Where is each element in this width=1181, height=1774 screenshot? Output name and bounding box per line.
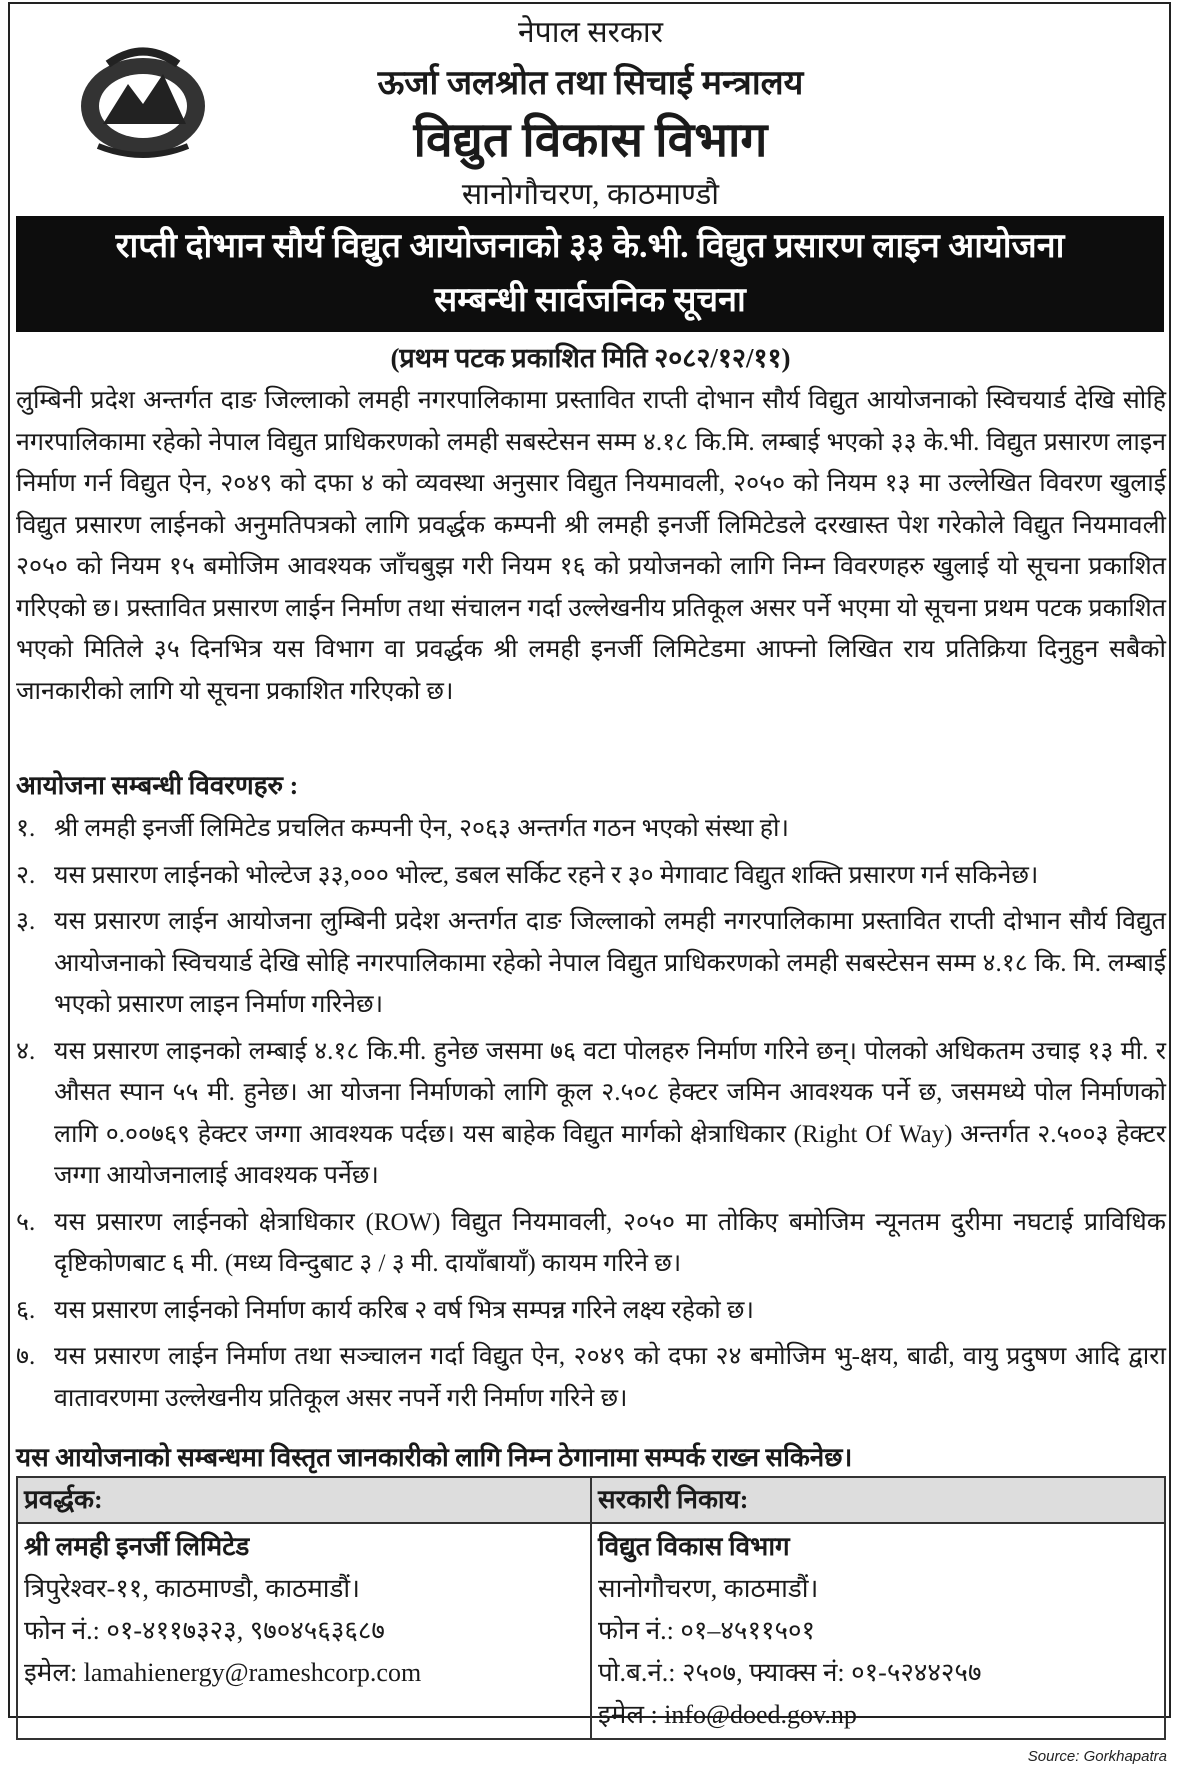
promoter-address: त्रिपुरेश्वर-११, काठमाण्डौ, काठमाडौं। — [24, 1574, 360, 1603]
publish-date: (प्रथम पटक प्रकाशित मिति २०८२/१२/११) — [390, 343, 791, 373]
promoter-name: श्री लमही इनर्जी लिमिटेड — [24, 1532, 250, 1561]
ministry-name: ऊर्जा जलश्रोत तथा सिचाई मन्त्रालय — [377, 65, 804, 102]
notice-title-banner — [16, 216, 1164, 332]
item-number: ४. — [16, 1037, 36, 1065]
notice-title-line-1: राप्ती दोभान सौर्य विद्युत आयोजनाको ३३ के.भी. विद्युत प्रसारण लाइन आयोजना — [115, 228, 1065, 265]
list-item — [16, 1290, 1166, 1332]
list-item — [16, 1336, 1166, 1419]
list-item — [16, 855, 1166, 897]
department-name: विद्युत विकास विभाग — [413, 114, 768, 167]
promoter-header: प्रवर्द्धक: — [17, 1477, 591, 1523]
government-phone: फोन नं.: ०१–४५११५०१ — [598, 1616, 816, 1645]
item-text: यस प्रसारण लाईन निर्माण तथा सञ्चालन गर्दा विद्युत ऐन, २०४९ को दफा २४ बमोजिम भु-क्षय, बाढी, वायु प्रदुषण आदि द्वारा वातावरणमा उल्लेखनीय प्रतिकूल असर नपर्ने गरी निर्माण गरिने छ। — [54, 1343, 1166, 1412]
item-text: यस प्रसारण लाईनको निर्माण कार्य करिब २ वर्ष भित्र सम्पन्न गरिने लक्ष्य रहेको छ। — [54, 1296, 754, 1324]
government-address: सानोगौचरण, काठमाडौं। — [598, 1574, 819, 1603]
item-text: यस प्रसारण लाईनको भोल्टेज ३३,००० भोल्ट, डबल सर्किट रहने र ३० मेगावाट विद्युत शक्ति प्रसारण गर्न सकिनेछ। — [54, 861, 1039, 889]
promoter-details — [17, 1523, 591, 1739]
item-number: २. — [16, 861, 36, 889]
government-name: नेपाल सरकार — [518, 16, 663, 49]
item-number: ५. — [16, 1208, 36, 1236]
item-text: यस प्रसारण लाइनको लम्बाई ४.१८ कि.मी. हुनेछ जसमा ७६ वटा पोलहरु निर्माण गरिने छन्। पोलको अधिकतम उचाइ १३ मी. र औसत स्पान ५५ मी. हुनेछ। आ योजना निर्माणको लागि कूल २.५०८ हेक्टर जमिन आवश्यक पर्ने छ, जसमध्ये पोल निर्माणको लागि ०.००७६९ हेक्टर जग्गा आवश्यक पर्दछ। यस बाहेक विद्युत मार्गको क्षेत्राधिकार (Right Of Way) अन्तर्गत २.५००३ हेक्टर जग्गा आयोजनालाई आवश्यक पर्नेछ। — [54, 1037, 1166, 1189]
intro-paragraph: लुम्बिनी प्रदेश अन्तर्गत दाङ जिल्लाको लमही नगरपालिकामा प्रस्तावित राप्ती दोभान सौर्य विद्युत आयोजनाको स्विचयार्ड देखि सोहि नगरपालिकामा रहेको नेपाल विद्युत प्राधिकरणको लमही सबस्टेसन सम्म ४.१८ कि.मि. लम्बाई भएको ३३ के.भी. विद्युत प्रसारण लाइन निर्माण गर्न विद्युत ऐन, २०४९ को दफा ४ को व्यवस्था अनुसार विद्युत नियमावली, २०५० को नियम १३ मा उल्लेखित विवरण खुलाई विद्युत प्रसारण लाईनको अनुमतिपत्रको लागि प्रवर्द्धक कम्पनी श्री लमही इनर्जी लिमिटेडले दरखास्त पेश गरेकोले विद्युत नियमावली २०५० को नियम १५ बमोजिम आवश्यक जाँचबुझ गरी नियम १६ को प्रयोजनको लागि निम्न विवरणहरु खुलाई यो सूचना प्रकाशित गरिएको छ। प्रस्तावित प्रसारण लाईन निर्माण तथा संचालन गर्दा उल्लेखनीय प्रतिकूल असर पर्ने भएमा यो सूचना प्रथम पटक प्रकाशित भएको मितिले ३५ दिनभित्र यस विभाग वा प्रवर्द्धक श्री लमही इनर्जी लिमिटेडमा आफ्नो लिखित राय प्रतिक्रिया दिनुहुन सबैको जानकारीको लागि यो सूचना प्रकाशित गरिएको छ। — [16, 387, 1166, 705]
item-number: १. — [16, 815, 36, 842]
item-text: श्री लमही इनर्जी लिमिटेड प्रचलित कम्पनी ऐन, २०६३ अन्तर्गत गठन भएको संस्था हो। — [54, 815, 790, 842]
list-item — [16, 901, 1166, 1026]
government-office-name: विद्युत विकास विभाग — [598, 1532, 790, 1561]
department-address: सानोगौचरण, काठमाण्डौ — [461, 178, 720, 211]
contact-table — [16, 1476, 1166, 1740]
notice-title-line-2: सम्बन्धी सार्वजनिक सूचना — [434, 282, 746, 319]
item-number: ३. — [16, 908, 36, 935]
list-item — [16, 1202, 1166, 1285]
list-item — [16, 808, 1166, 850]
government-details — [591, 1523, 1165, 1739]
contact-heading: यस आयोजनाको सम्बन्धमा विस्तृत जानकारीको लागि निम्न ठेगानामा सम्पर्क राख्न सकिनेछ। — [16, 1443, 853, 1472]
item-number: ७. — [16, 1343, 36, 1370]
government-email[interactable]: इमेल : info@doed.gov.np — [598, 1700, 857, 1729]
promoter-phone: फोन नं.: ०१-४११७३२३, ९७०४५६३६८७ — [24, 1616, 385, 1645]
list-item — [16, 1031, 1166, 1197]
government-pobox-fax: पो.ब.नं.: २५०७, फ्याक्स नं: ०१-५२४४२५७ — [598, 1658, 982, 1687]
details-list — [16, 808, 1166, 1424]
promoter-email[interactable]: इमेल: lamahienergy@rameshcorp.com — [24, 1658, 422, 1687]
details-heading: आयोजना सम्बन्धी विवरणहरु : — [16, 771, 299, 800]
item-text: यस प्रसारण लाईन आयोजना लुम्बिनी प्रदेश अन्तर्गत दाङ जिल्लाको लमही नगरपालिकामा प्रस्तावित राप्ती दोभान सौर्य विद्युत आयोजनाको स्विचयार्ड देखि सोहि नगरपालिकामा रहेको नेपाल विद्युत प्राधिकरणको लमही सबस्टेसन सम्म ४.१८ कि. मि. लम्बाई भएको प्रसारण लाइन निर्माण गरिनेछ। — [54, 908, 1166, 1018]
government-header: सरकारी निकाय: — [591, 1477, 1165, 1523]
item-number: ६. — [16, 1296, 36, 1324]
source-credit: Source: Gorkhapatra — [1027, 1748, 1167, 1765]
item-text: यस प्रसारण लाईनको क्षेत्राधिकार (ROW) विद्युत नियमावली, २०५० मा तोकिए बमोजिम न्यूनतम दुरीमा नघटाई प्राविधिक दृष्टिकोणबाट ६ मी. (मध्य विन्दुबाट ३ / ३ मी. दायाँबायाँ) कायम गरिने छ। — [54, 1208, 1166, 1277]
